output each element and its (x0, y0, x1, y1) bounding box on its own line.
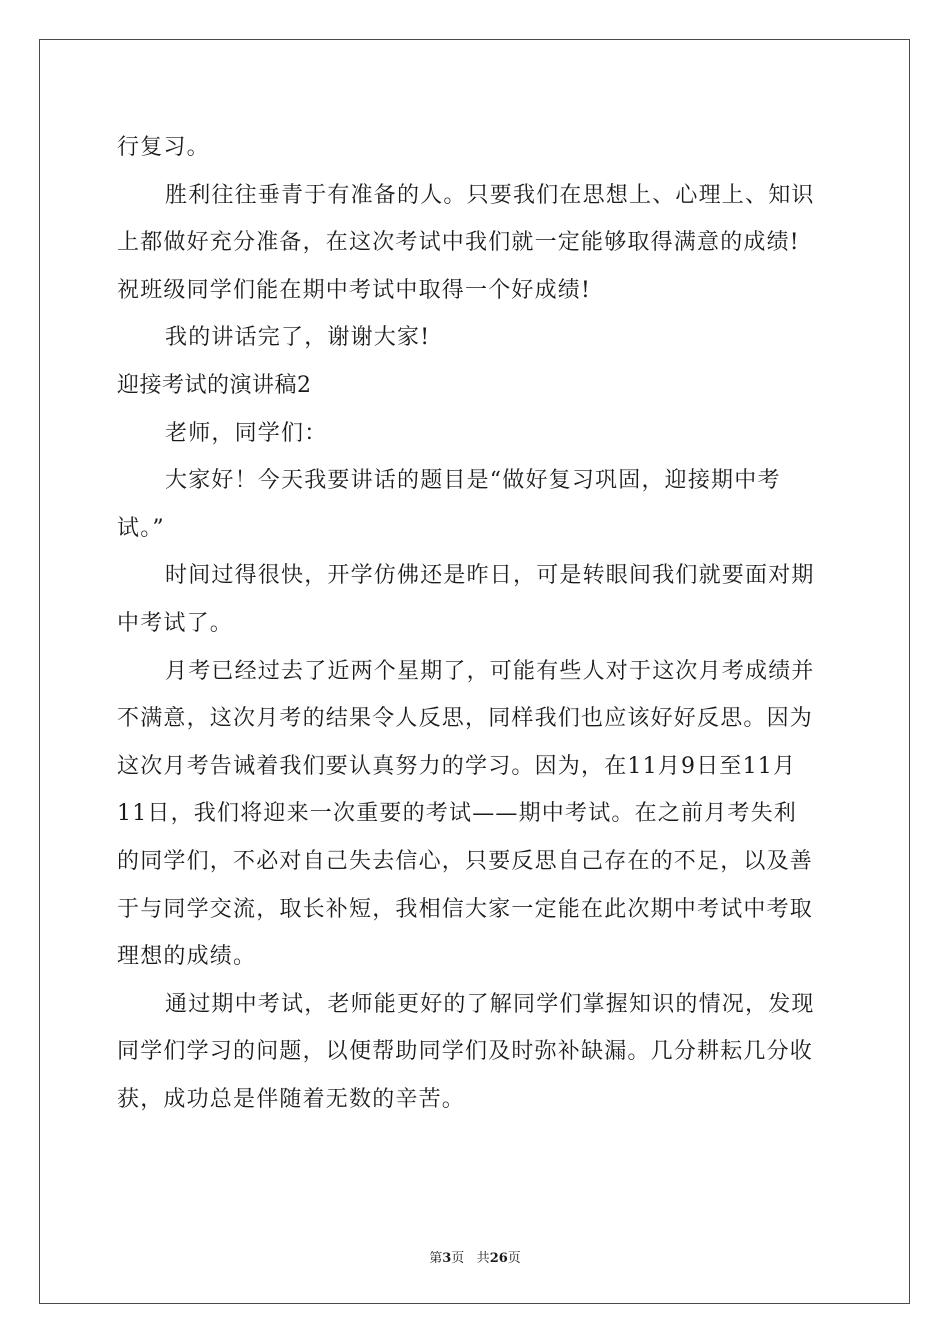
paragraph-line: 月考已经过去了近两个星期了，可能有些人对于这次月考成绩并 (165, 658, 815, 684)
paragraph-line: 获，成功总是伴随着无数的辛苦。 (117, 1086, 466, 1112)
paragraph-line: 不满意，这次月考的结果令人反思，同样我们也应该好好反思。因为 (117, 706, 814, 732)
total-pages: 26 (489, 1251, 508, 1266)
paragraph-line: 理想的成绩。 (117, 944, 257, 970)
paragraph-line: 祝班级同学们能在期中考试中取得一个好成绩! (117, 277, 592, 303)
paragraph-line: 我的讲话完了，谢谢大家! (165, 325, 431, 351)
paragraph-line: 于与同学交流，取长补短，我相信大家一定能在此次期中考试中考取 (117, 896, 814, 922)
page-number: 3 (442, 1251, 452, 1266)
section-heading: 迎接考试的演讲稿2 (117, 372, 312, 398)
paragraph-line: 时间过得很快，开学仿佛还是昨日，可是转眼间我们就要面对期 (165, 563, 815, 589)
paragraph-line: 的同学们，不必对自己失去信心，只要反思自己存在的不足，以及善 (117, 848, 814, 874)
paragraph-line: 同学们学习的问题，以便帮助同学们及时弥补缺漏。几分耕耘几分收 (117, 1039, 814, 1065)
page-footer (0, 1247, 950, 1266)
total-prefix: 共 (476, 1251, 490, 1266)
paragraph-line: 大家好！今天我要讲话的题目是“做好复习巩固，迎接期中考 (165, 468, 781, 494)
paragraph-line: 上都做好充分准备，在这次考试中我们就一定能够取得满意的成绩! (117, 230, 800, 256)
total-suffix: 页 (507, 1251, 521, 1266)
paragraph-line: 这次月考告诫着我们要认真努力的学习。因为，在11月9日至11月 (117, 753, 797, 779)
paragraph-line: 11日，我们将迎来一次重要的考试——期中考试。在之前月考失利 (117, 801, 797, 827)
document-body (117, 124, 833, 1123)
paragraph-line: 通过期中考试，老师能更好的了解同学们掌握知识的情况，发现 (165, 991, 815, 1017)
paragraph-line: 胜利往往垂青于有准备的人。只要我们在思想上、心理上、知识 (165, 182, 815, 208)
salutation-line: 老师，同学们： (165, 420, 328, 446)
paragraph-line: 试。” (117, 515, 165, 541)
page-suffix: 页 (451, 1251, 465, 1266)
paragraph-line: 中考试了。 (117, 610, 234, 636)
paragraph-line: 行复习。 (117, 135, 210, 160)
page-prefix: 第 (429, 1251, 443, 1266)
